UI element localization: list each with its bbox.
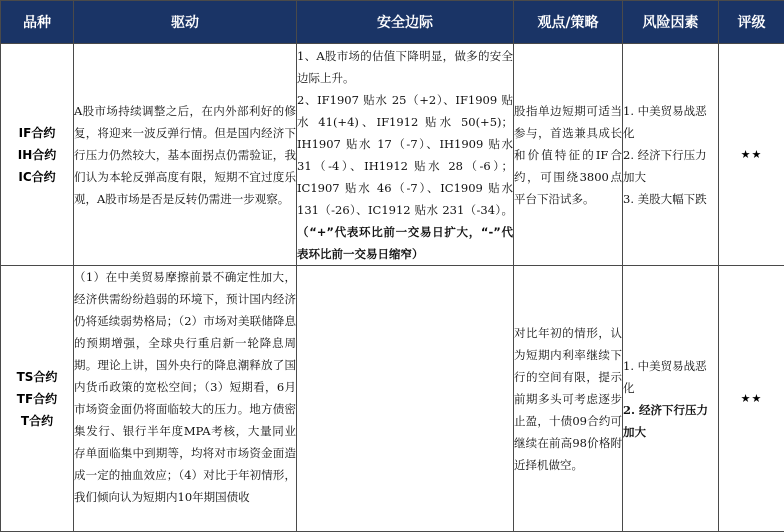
view-cell [514, 44, 623, 266]
contract-t: T合约 [1, 410, 73, 432]
header-risk-factors: 风险因素 [623, 1, 719, 44]
contract-tf: TF合约 [1, 388, 73, 410]
safety-line-2 [297, 89, 513, 265]
rating-stars: ★★ [741, 392, 763, 405]
contracts-cell [1, 266, 74, 532]
view-text: 对比年初的情形，认为短期内利率继续下行的空间有限，提示前期多头可考虑逐步止盈，十债09合约可继续在前高98价格附近择机做空。 [514, 322, 622, 476]
header-safety-margin: 安全边际 [297, 1, 514, 44]
contract-if: IF合约 [1, 122, 73, 144]
rating-cell [719, 266, 784, 532]
header-rating: 评级 [719, 1, 784, 44]
driver-cell [74, 44, 297, 266]
table-row-stock-index [1, 44, 784, 266]
contract-ic: IC合约 [1, 166, 73, 188]
header-variety: 品种 [1, 1, 74, 44]
risk-cell [623, 266, 719, 532]
risk-item-2: 2. 经济下行压力加大 [623, 399, 718, 443]
header-row [1, 1, 784, 44]
risk-item-1: 1. 中美贸易战恶化 [623, 100, 718, 144]
risk-item-2: 2. 经济下行压力加大 [623, 144, 718, 188]
driver-cell [74, 266, 297, 532]
safety-note: （“+”代表环比前一交易日扩大，“-”代表环比前一交易日缩窄） [297, 225, 513, 261]
rating-stars: ★★ [741, 148, 763, 161]
contract-ts: TS合约 [1, 366, 73, 388]
safety-margin-cell [297, 266, 514, 532]
view-cell [514, 266, 623, 532]
header-driver: 驱动 [74, 1, 297, 44]
contract-ih: IH合约 [1, 144, 73, 166]
driver-text: A股市场持续调整之后，在内外部利好的修复，将迎来一波反弹行情。但是国内经济下行压力仍然较大，基本面拐点仍需验证，我们认为本轮反弹高度有限，短期不宜过度乐观，A股市场是否是反转仍需进一步观察。 [74, 100, 296, 210]
contracts-cell [1, 44, 74, 266]
safety-basis-text: 2、IF1907 贴水 25（+2）、IF1909 贴水 41(+4)、IF1912 贴水 50(+5)；IH1907 贴水 17（-7）、IH1909 贴水 31（-4）、IH1912 贴水 28（-6）；IC1907 贴水 46（-7）、IC1909 贴水 131（-26）、IC1912 贴水 231（-34）。 [297, 93, 513, 217]
risk-item-1: 1. 中美贸易战恶化 [623, 355, 718, 399]
table-row-treasury [1, 266, 784, 532]
view-text: 股指单边短期可适当参与，首选兼具成长和价值特征的IF合约，可围绕3800点平台下沿试多。 [514, 100, 622, 210]
header-view-strategy: 观点/策略 [514, 1, 623, 44]
rating-cell [719, 44, 784, 266]
safety-margin-cell [297, 44, 514, 266]
driver-text: （1）在中美贸易摩擦前景不确定性加大，经济供需纷纷趋弱的环境下，预计国内经济仍将延续弱势格局；（2）市场对美联储降息的预期增强，全球央行重启新一轮降息周期。理论上讲，国外央行的降息潮释放了国内货币政策的宽松空间；（3）短期看，6月市场资金面仍将面临较大的压力。地方债密集发行、银行半年度MPA考核，大量同业存单面临集中到期等，均将对市场资金面造成一定的抽血效应；（4）对比于年初情形，我们倾向认为短期内10年期国债收 [74, 266, 296, 508]
risk-item-3: 3. 美股大幅下跌 [623, 188, 718, 210]
risk-cell [623, 44, 719, 266]
safety-line-1: 1、A股市场的估值下降明显，做多的安全边际上升。 [297, 45, 513, 89]
